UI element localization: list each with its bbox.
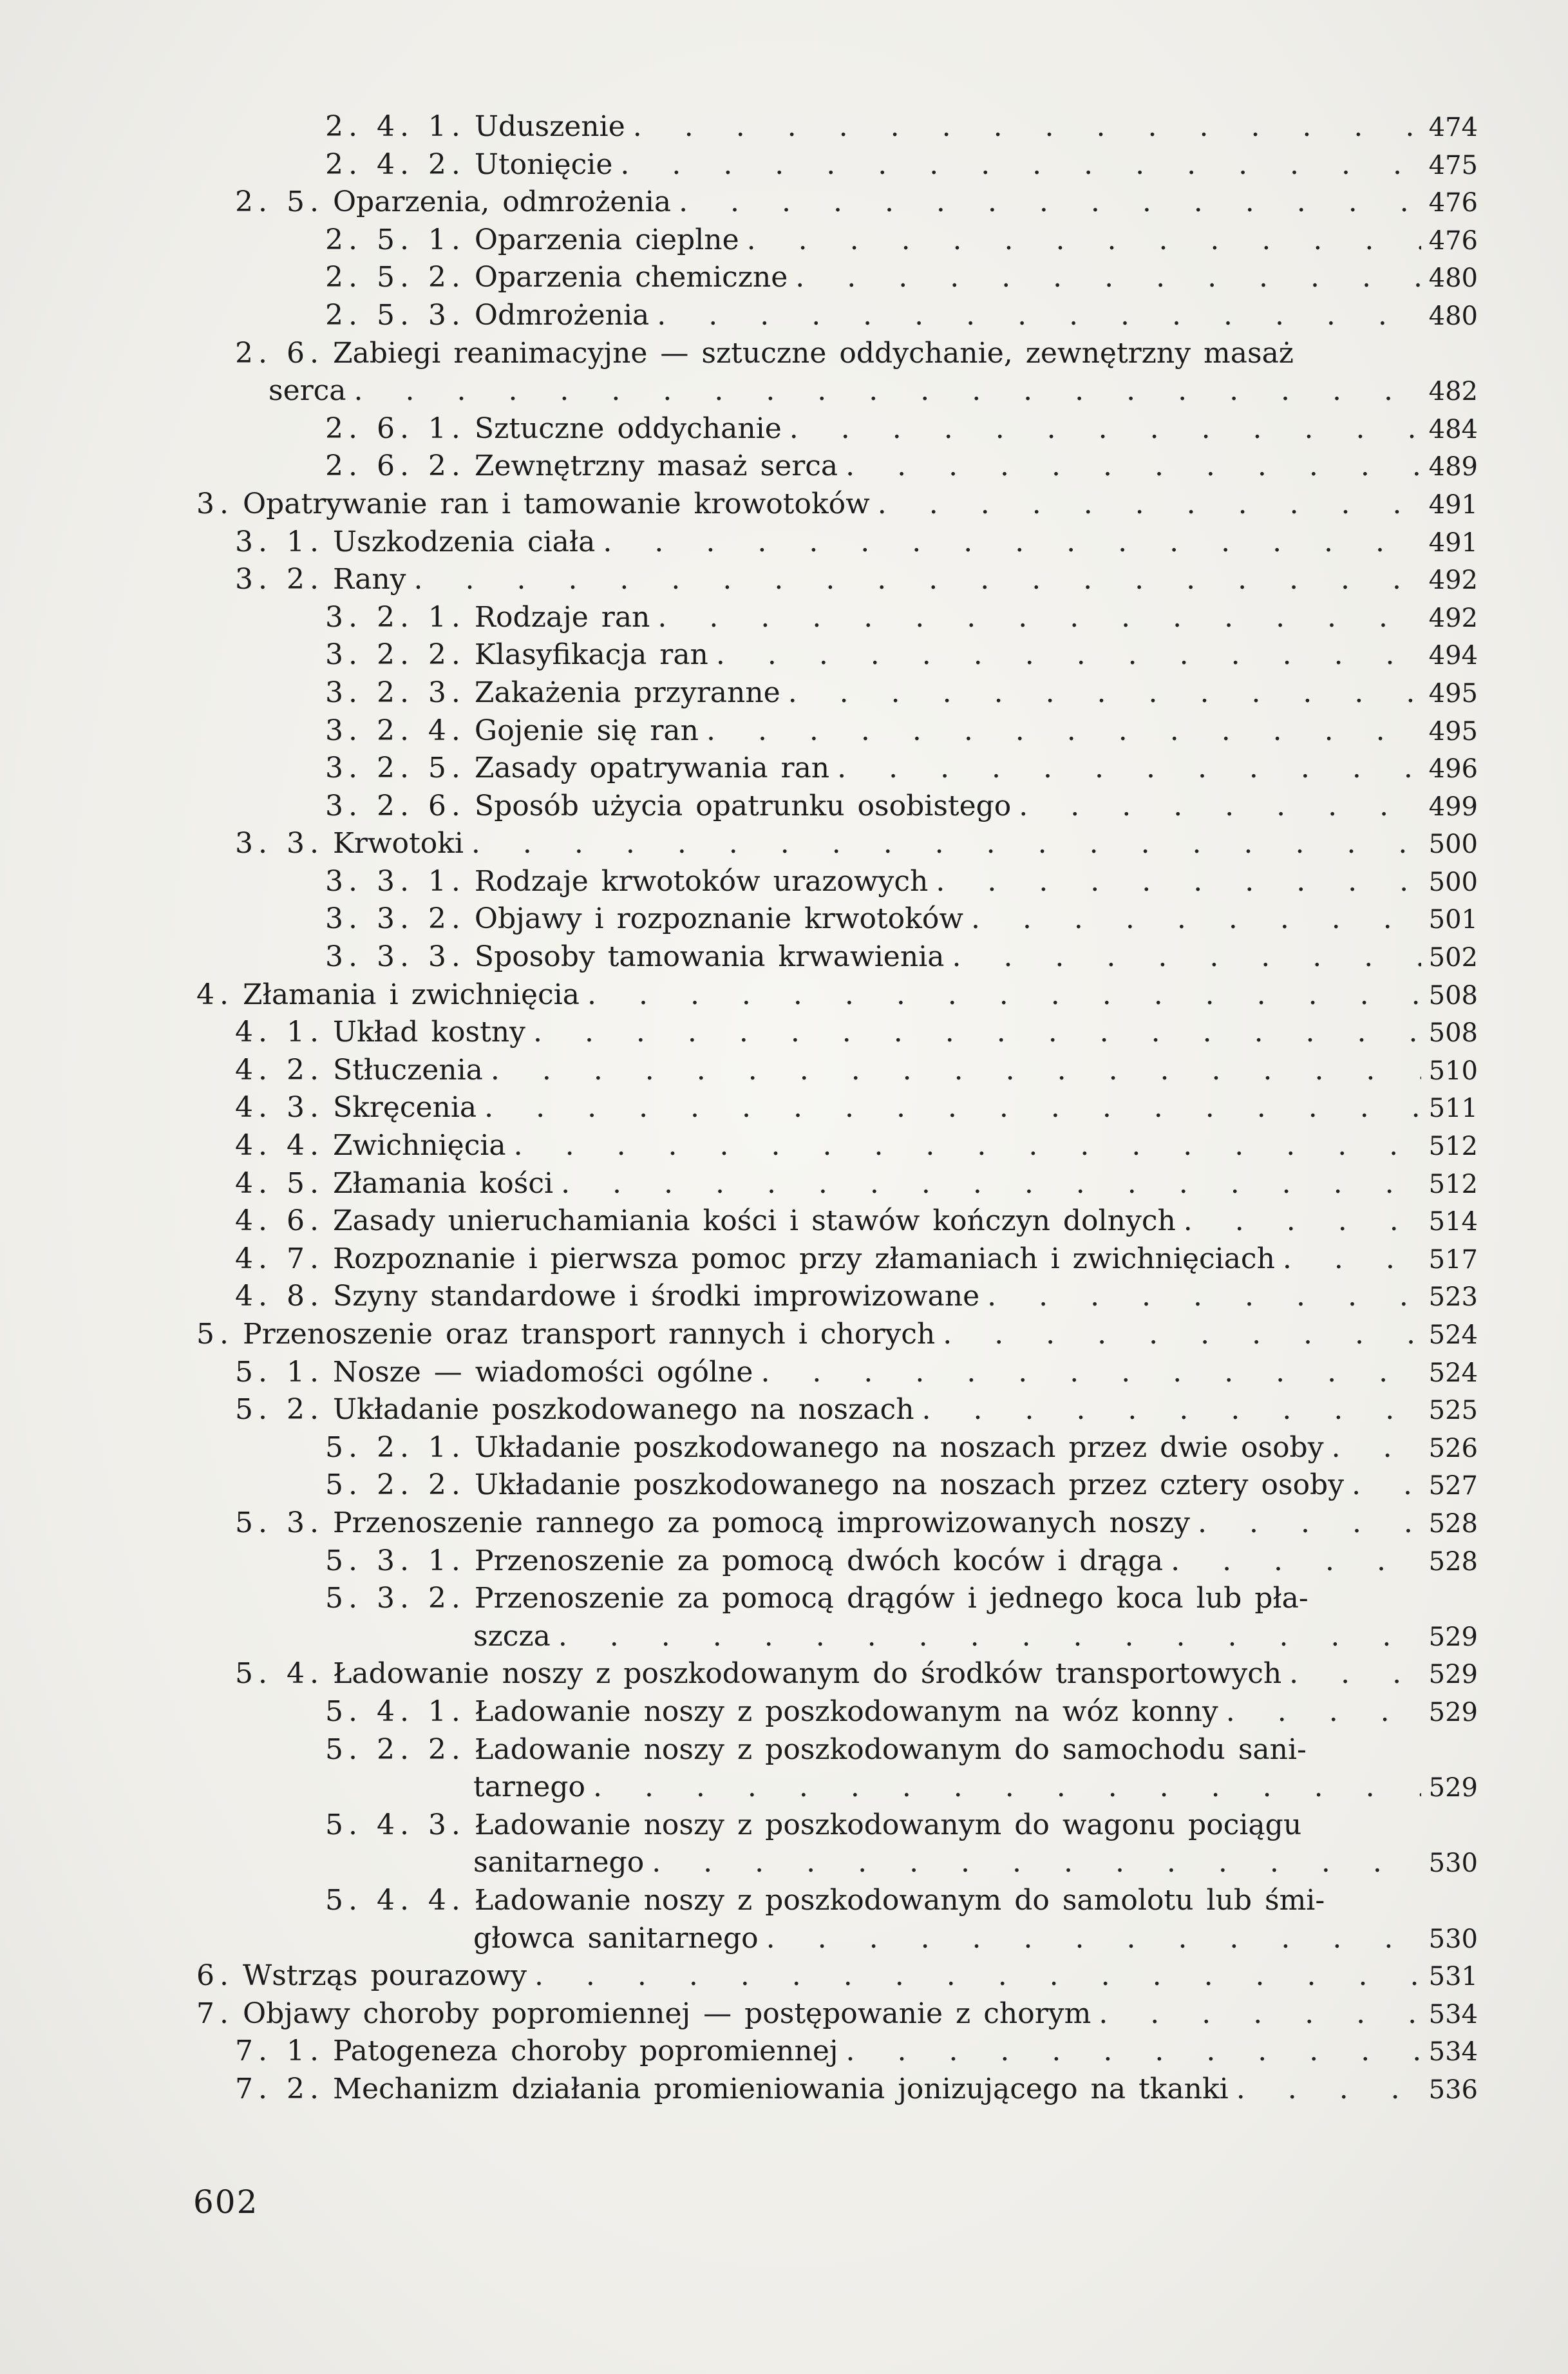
toc-entry-number: 3. 2. 5.: [325, 752, 466, 785]
toc-entry-title: szcza: [473, 1619, 551, 1653]
toc-entry-page: 475: [1428, 150, 1478, 180]
toc-entry-page: 494: [1428, 641, 1478, 671]
toc-entry-title: Odmrożenia: [474, 298, 650, 332]
toc-entry: [196, 1618, 1478, 1656]
toc-entry-number: 2. 6.: [235, 336, 324, 370]
toc-entry-title: Wstrząs pourazowy: [242, 1959, 527, 1993]
toc-entry: [196, 599, 1478, 637]
toc-entry-page: 524: [1428, 1320, 1478, 1350]
dot-leader: [679, 184, 1421, 222]
toc-entry-number: 5. 3.: [235, 1506, 324, 1539]
toc-entry-page: 500: [1428, 830, 1478, 860]
toc-entry: [196, 1165, 1478, 1203]
toc-entry-number: 3. 1.: [235, 525, 324, 558]
toc-entry-title: Skręcenia: [332, 1091, 477, 1125]
toc-entry-page: 495: [1428, 716, 1478, 746]
toc-entry-page: 523: [1428, 1282, 1478, 1313]
toc-entry: [196, 561, 1478, 599]
toc-entry-title: Oparzenia, odmrożenia: [332, 185, 672, 219]
toc-entry-page: 524: [1428, 1358, 1478, 1388]
toc-entry-number: 2. 4. 1.: [325, 110, 466, 143]
dot-leader: [789, 410, 1421, 448]
toc-entry-page: 480: [1428, 263, 1478, 294]
dot-leader: [943, 1316, 1421, 1354]
toc-entry-title: Przenoszenie za pomocą dwóch koców i drąga: [474, 1544, 1164, 1577]
toc-entry-number: 3. 3. 1.: [325, 864, 466, 898]
toc-entry-page: 492: [1428, 565, 1478, 596]
toc-entry-number: 5. 2.: [235, 1393, 324, 1427]
dot-leader: [652, 1844, 1421, 1882]
toc-entry: [196, 1505, 1478, 1543]
toc-entry-page: 476: [1428, 188, 1478, 218]
toc-entry: [196, 1354, 1478, 1392]
toc-entry-title: Stłuczenia: [332, 1053, 483, 1087]
dot-leader: [561, 1165, 1421, 1203]
dot-leader: [845, 448, 1421, 486]
toc-entry-number: 5. 3. 1.: [325, 1544, 466, 1577]
toc-entry: [196, 1429, 1478, 1467]
toc-entry-page: 492: [1428, 603, 1478, 633]
toc-entry-page: 512: [1428, 1169, 1478, 1199]
toc-entry-page: 501: [1428, 905, 1478, 935]
toc-entry: [196, 1957, 1478, 1995]
toc-entry-number: 7. 1.: [235, 2035, 324, 2068]
toc-entry-title: Zewnętrzny masaż serca: [474, 450, 838, 483]
toc-entry: [196, 636, 1478, 674]
toc-entry-title: Złamania kości: [332, 1166, 554, 1200]
toc-entry-number: 2. 6. 2.: [325, 450, 466, 483]
toc-entry-title: sanitarnego: [473, 1846, 645, 1879]
toc-entry-page: 514: [1428, 1207, 1478, 1237]
toc-entry-number: 3. 3. 2.: [325, 902, 466, 936]
dot-leader: [1226, 1693, 1421, 1731]
dot-leader: [514, 1127, 1421, 1165]
toc-entry-title: Złamania i zwichnięcia: [242, 978, 580, 1011]
toc-entry: [196, 1807, 1478, 1845]
toc-entry-number: 3. 2. 2.: [325, 638, 466, 672]
toc-entry: [196, 335, 1478, 373]
toc-entry-number: 5. 2. 1.: [325, 1430, 466, 1464]
dot-leader: [657, 599, 1421, 637]
table-of-contents: [196, 108, 1478, 2108]
dot-leader: [558, 1618, 1421, 1656]
dot-leader: [747, 222, 1421, 260]
toc-entry-number: 4. 2.: [235, 1053, 324, 1087]
toc-entry: [196, 1089, 1478, 1127]
dot-leader: [491, 1052, 1421, 1090]
toc-entry-page: 529: [1428, 1660, 1478, 1690]
toc-entry-title: Opatrywanie ran i tamowanie krowotoków: [242, 487, 870, 520]
toc-entry: [196, 184, 1478, 222]
toc-entry-number: 5. 4. 3.: [325, 1808, 466, 1841]
dot-leader: [922, 1391, 1421, 1429]
dot-leader: [706, 712, 1421, 750]
toc-entry-number: 7.: [196, 1997, 234, 2030]
toc-entry: [196, 410, 1478, 448]
toc-entry-page: 495: [1428, 678, 1478, 708]
page-number: 602: [193, 2183, 259, 2221]
toc-entry-number: 5. 2. 2.: [325, 1468, 466, 1502]
dot-leader: [846, 2033, 1421, 2071]
toc-entry-number: 3. 2. 3.: [325, 676, 466, 709]
dot-leader: [878, 486, 1421, 524]
toc-entry: [196, 788, 1478, 826]
dot-leader: [760, 1354, 1421, 1392]
toc-entry-number: 3. 3.: [235, 827, 324, 860]
toc-entry-number: 5. 1.: [235, 1355, 324, 1389]
toc-entry-title: Krwotoki: [332, 827, 464, 860]
toc-entry-title: Oparzenia chemiczne: [474, 261, 788, 294]
toc-entry-page: 502: [1428, 943, 1478, 973]
toc-entry-page: 534: [1428, 1999, 1478, 2029]
toc-entry: [196, 372, 1478, 410]
toc-entry-number: 3. 2. 6.: [325, 789, 466, 822]
dot-leader: [587, 976, 1421, 1014]
dot-leader: [1283, 1240, 1421, 1278]
toc-entry-number: 7. 2.: [235, 2072, 324, 2105]
toc-entry-title: Ładowanie noszy z poszkodowanym do samolotu lub śmi-: [474, 1883, 1325, 1917]
toc-entry-number: 5. 4. 1.: [325, 1695, 466, 1728]
dot-leader: [1289, 1655, 1421, 1693]
toc-entry-number: 4. 1.: [235, 1016, 324, 1049]
dot-leader: [936, 863, 1421, 901]
toc-entry-page: 529: [1428, 1622, 1478, 1652]
dot-leader: [620, 146, 1421, 184]
dot-leader: [766, 1920, 1421, 1958]
toc-entry-number: 3. 2. 1.: [325, 600, 466, 634]
toc-entry-title: Zabiegi reanimacyjne — sztuczne oddychanie, zewnętrzny masaż: [332, 336, 1294, 370]
toc-entry-number: 2. 5. 1.: [325, 223, 466, 256]
toc-entry-page: 526: [1428, 1433, 1478, 1463]
toc-entry-number: 6.: [196, 1959, 234, 1993]
toc-entry: [196, 863, 1478, 901]
toc-entry-page: 528: [1428, 1546, 1478, 1577]
toc-entry-number: 4. 3.: [235, 1091, 324, 1125]
toc-entry-page: 511: [1428, 1094, 1478, 1124]
toc-entry: [196, 1543, 1478, 1581]
dot-leader: [593, 1769, 1421, 1807]
toc-entry-title: Sposoby tamowania krwawienia: [474, 940, 945, 974]
toc-entry-title: Gojenie się ran: [474, 714, 699, 747]
toc-entry-page: 530: [1428, 1848, 1478, 1879]
toc-entry-number: 4. 6.: [235, 1204, 324, 1238]
toc-entry-number: 2. 5. 3.: [325, 298, 466, 332]
toc-entry-page: 482: [1428, 377, 1478, 407]
toc-entry-page: 476: [1428, 225, 1478, 256]
toc-entry-title: Przenoszenie oraz transport rannych i chorych: [242, 1318, 936, 1351]
toc-entry-page: 510: [1428, 1056, 1478, 1086]
toc-entry-title: Objawy choroby popromiennej — postępowanie z chorym: [242, 1997, 1091, 2030]
toc-entry-title: Mechanizm działania promieniowania jonizującego na tkanki: [332, 2072, 1229, 2105]
toc-entry: [196, 1882, 1478, 1920]
dot-leader: [1236, 2071, 1421, 2109]
dot-leader: [657, 297, 1421, 335]
toc-entry-title: Ładowanie noszy z poszkodowanym do wagonu pociągu: [474, 1808, 1302, 1841]
toc-entry: [196, 825, 1478, 863]
dot-leader: [533, 1014, 1421, 1052]
toc-entry-title: Przenoszenie za pomocą drągów i jednego koca lub pła-: [474, 1582, 1308, 1615]
dot-leader: [414, 561, 1421, 599]
toc-entry-title: Rany: [332, 563, 406, 596]
toc-entry: [196, 1655, 1478, 1693]
toc-entry: [196, 297, 1478, 335]
toc-entry: [196, 524, 1478, 562]
toc-entry-number: 3. 2.: [235, 563, 324, 596]
toc-entry-page: 500: [1428, 867, 1478, 897]
toc-entry-number: 4.: [196, 978, 234, 1011]
toc-entry-title: Rozpoznanie i pierwsza pomoc przy złamaniach i zwichnięciach: [332, 1242, 1275, 1275]
toc-entry: [196, 222, 1478, 260]
toc-entry-title: Ładowanie noszy z poszkodowanym do samochodu sani-: [474, 1733, 1307, 1766]
toc-entry: [196, 1127, 1478, 1165]
toc-entry: [196, 1316, 1478, 1354]
toc-entry-title: Układanie poszkodowanego na noszach: [332, 1393, 914, 1427]
toc-entry-title: Układanie poszkodowanego na noszach przez dwie osoby: [474, 1430, 1324, 1464]
dot-leader: [354, 372, 1421, 410]
toc-entry: [196, 750, 1478, 788]
dot-leader: [987, 1278, 1421, 1316]
dot-leader: [1198, 1505, 1421, 1543]
toc-entry-number: 4. 4.: [235, 1129, 324, 1163]
toc-entry-page: 527: [1428, 1471, 1478, 1501]
toc-entry-title: tarnego: [473, 1771, 585, 1804]
toc-entry: [196, 1202, 1478, 1240]
toc-entry-title: Przenoszenie rannego za pomocą improwizowanych noszy: [332, 1506, 1191, 1539]
toc-entry-page: 529: [1428, 1697, 1478, 1727]
toc-entry: [196, 2071, 1478, 2109]
dot-leader: [952, 938, 1421, 976]
toc-entry-page: 499: [1428, 792, 1478, 822]
dot-leader: [1019, 788, 1421, 826]
toc-entry-title: Utonięcie: [474, 147, 613, 181]
toc-entry-page: 484: [1428, 414, 1478, 444]
toc-entry: [196, 1467, 1478, 1505]
dot-leader: [716, 636, 1421, 674]
toc-entry: [196, 900, 1478, 938]
toc-entry-page: 474: [1428, 113, 1478, 142]
toc-entry-page: 508: [1428, 1018, 1478, 1049]
toc-entry: [196, 486, 1478, 524]
toc-entry: [196, 976, 1478, 1014]
dot-leader: [1171, 1543, 1421, 1581]
toc-entry: [196, 1920, 1478, 1958]
toc-entry-title: Nosze — wiadomości ogólne: [332, 1355, 753, 1389]
toc-entry-page: 531: [1428, 1962, 1478, 1992]
toc-entry: [196, 712, 1478, 750]
toc-entry-title: Rodzaje ran: [474, 600, 650, 634]
toc-entry-title: Uduszenie: [474, 110, 625, 143]
toc-entry-number: 2. 5.: [235, 185, 324, 219]
toc-entry-page: 530: [1428, 1924, 1478, 1954]
toc-entry-title: Sposób użycia opatrunku osobistego: [474, 789, 1012, 822]
dot-leader: [837, 750, 1421, 788]
toc-entry: [196, 1995, 1478, 2033]
toc-entry-number: 4. 8.: [235, 1280, 324, 1313]
toc-entry-title: głowca sanitarnego: [473, 1921, 759, 1955]
toc-entry-page: 528: [1428, 1508, 1478, 1539]
toc-entry: [196, 938, 1478, 976]
toc-entry: [196, 1844, 1478, 1882]
toc-entry-number: 4. 7.: [235, 1242, 324, 1275]
toc-entry: [196, 1693, 1478, 1731]
dot-leader: [1099, 1995, 1421, 2033]
toc-entry-title: Układ kostny: [332, 1016, 525, 1049]
toc-entry-number: 5. 4. 4.: [325, 1883, 466, 1917]
toc-entry: [196, 1731, 1478, 1769]
toc-entry-page: 496: [1428, 754, 1478, 784]
toc-entry-page: 536: [1428, 2075, 1478, 2105]
toc-entry-title: Klasyfikacja ran: [474, 638, 708, 672]
toc-entry-number: 2. 4. 2.: [325, 147, 466, 181]
toc-entry-page: 512: [1428, 1132, 1478, 1162]
toc-entry: [196, 1278, 1478, 1316]
toc-entry-number: 5. 2. 2.: [325, 1733, 466, 1766]
toc-entry-title: Zakażenia przyranne: [474, 676, 780, 709]
dot-leader: [795, 259, 1421, 297]
toc-entry: [196, 1391, 1478, 1429]
toc-entry-title: Sztuczne oddychanie: [474, 412, 782, 445]
toc-entry-number: 2. 6. 1.: [325, 412, 466, 445]
toc-entry: [196, 1580, 1478, 1618]
dot-leader: [484, 1089, 1421, 1127]
toc-entry-title: Szyny standardowe i środki improwizowane: [332, 1280, 980, 1313]
toc-entry-page: 517: [1428, 1244, 1478, 1275]
dot-leader: [1332, 1429, 1421, 1467]
toc-entry-number: 3. 3. 3.: [325, 940, 466, 974]
toc-entry-page: 480: [1428, 301, 1478, 331]
toc-entry-title: Zasady opatrywania ran: [474, 752, 830, 785]
toc-entry-title: Zasady unieruchamiania kości i stawów kończyn dolnych: [332, 1204, 1176, 1238]
dot-leader: [971, 900, 1421, 938]
toc-entry-page: 529: [1428, 1773, 1478, 1803]
toc-entry-number: 3. 2. 4.: [325, 714, 466, 747]
toc-entry-page: 491: [1428, 489, 1478, 520]
toc-entry-title: serca: [269, 374, 346, 408]
toc-entry-page: 534: [1428, 2037, 1478, 2067]
toc-entry: [196, 674, 1478, 712]
toc-entry: [196, 1240, 1478, 1278]
toc-entry: [196, 146, 1478, 184]
toc-entry-title: Ładowanie noszy z poszkodowanym na wóz konny: [474, 1695, 1218, 1728]
toc-entry-page: 491: [1428, 527, 1478, 558]
toc-entry-title: Uszkodzenia ciała: [332, 525, 596, 558]
dot-leader: [1184, 1202, 1421, 1240]
toc-entry-page: 508: [1428, 980, 1478, 1011]
dot-leader: [534, 1957, 1421, 1995]
toc-entry-number: 4. 5.: [235, 1166, 324, 1200]
toc-entry-number: 5.: [196, 1318, 234, 1351]
dot-leader: [471, 825, 1421, 863]
toc-entry-number: 2. 5. 2.: [325, 261, 466, 294]
toc-entry: [196, 1769, 1478, 1807]
toc-entry-title: Ładowanie noszy z poszkodowanym do środków transportowych: [332, 1657, 1282, 1691]
toc-entry-page: 489: [1428, 452, 1478, 482]
toc-entry-page: 525: [1428, 1396, 1478, 1426]
toc-entry: [196, 2033, 1478, 2071]
toc-entry: [196, 1014, 1478, 1052]
toc-entry-title: Patogeneza choroby popromiennej: [332, 2035, 838, 2068]
toc-entry: [196, 448, 1478, 486]
toc-entry: [196, 108, 1478, 146]
toc-entry: [196, 1052, 1478, 1090]
toc-entry-title: Układanie poszkodowanego na noszach przez cztery osoby: [474, 1468, 1345, 1502]
dot-leader: [788, 674, 1421, 712]
toc-entry-number: 3.: [196, 487, 234, 520]
toc-entry-title: Zwichnięcia: [332, 1129, 506, 1163]
dot-leader: [633, 108, 1421, 146]
dot-leader: [603, 524, 1421, 562]
toc-entry-title: Oparzenia cieplne: [474, 223, 739, 256]
toc-entry: [196, 259, 1478, 297]
toc-entry-title: Rodzaje krwotoków urazowych: [474, 864, 929, 898]
toc-entry-number: 5. 4.: [235, 1657, 324, 1691]
toc-entry-number: 5. 3. 2.: [325, 1582, 466, 1615]
dot-leader: [1352, 1467, 1421, 1505]
toc-entry-title: Objawy i rozpoznanie krwotoków: [474, 902, 963, 936]
